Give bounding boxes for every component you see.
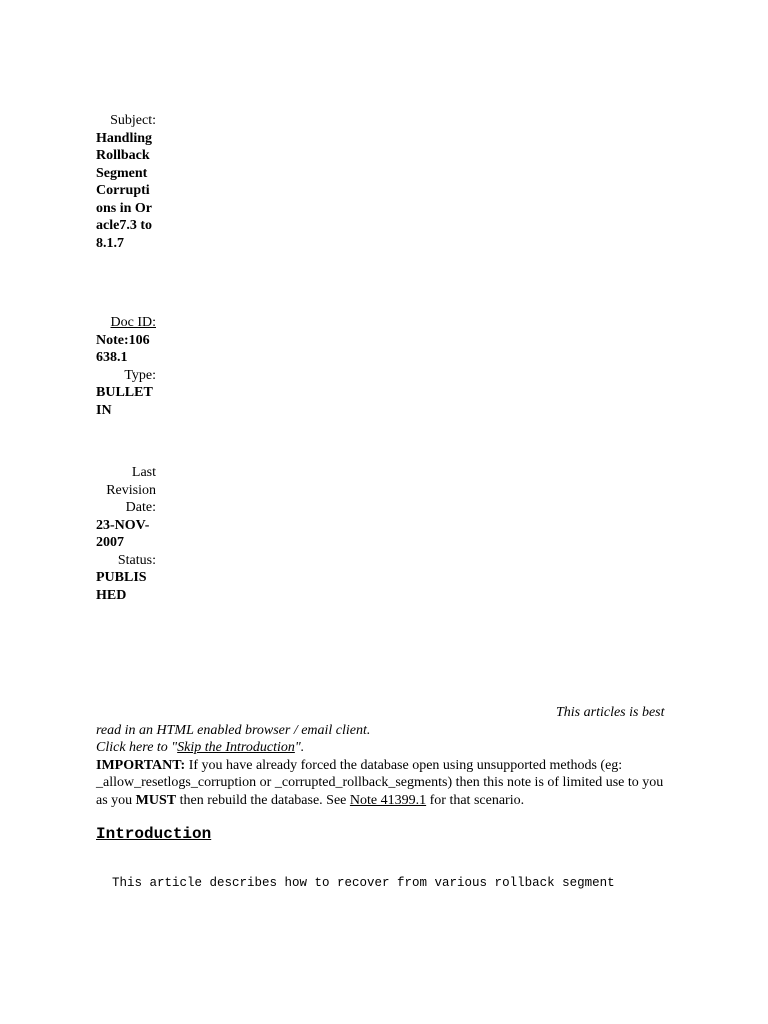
type-value: BULLETIN: [96, 385, 153, 418]
docid-label: Doc ID:: [110, 315, 156, 330]
revision-block: [96, 464, 156, 604]
important-text-3: for that scenario.: [426, 792, 525, 808]
subject-label: Subject:: [110, 113, 156, 128]
note-41399-link[interactable]: Note 41399.1: [349, 792, 427, 808]
important-must: MUST: [135, 792, 177, 808]
skip-prefix: Click here to ": [96, 740, 178, 755]
skip-suffix: ".: [294, 740, 305, 755]
introduction-body: This article describes how to recover from various rollback segment: [112, 876, 615, 890]
status-label: Status:: [117, 552, 156, 568]
important-notice: [96, 757, 670, 810]
important-text-2: then rebuild the database. See: [176, 792, 350, 808]
status-value: PUBLISHED: [96, 570, 147, 603]
browser-note: This articles is best read in an HTML enabled browser / email client.: [96, 705, 665, 738]
intro-text: [96, 704, 670, 809]
revision-value: 23-NOV-2007: [96, 517, 150, 550]
important-text-1: If you have already forced the database open using unsupported methods (eg: _allow_resetlogs_corruption or _corrupted_rollback_segments) then this note is of limited use to you as you: [96, 757, 664, 808]
introduction-heading: Introduction: [96, 825, 212, 843]
type-label: Type:: [124, 367, 156, 383]
subject-block: [96, 112, 156, 252]
important-label: IMPORTANT:: [96, 757, 186, 773]
skip-line: [96, 739, 670, 757]
docid-value: Note:106638.1: [96, 332, 150, 365]
skip-introduction-link[interactable]: Skip the Introduction: [177, 740, 295, 755]
docid-block: [96, 314, 156, 419]
revision-label: Last Revision Date:: [106, 465, 156, 515]
subject-value: Handling Rollback Segment Corruptions in Oracle7.3 to 8.1.7: [96, 130, 153, 251]
